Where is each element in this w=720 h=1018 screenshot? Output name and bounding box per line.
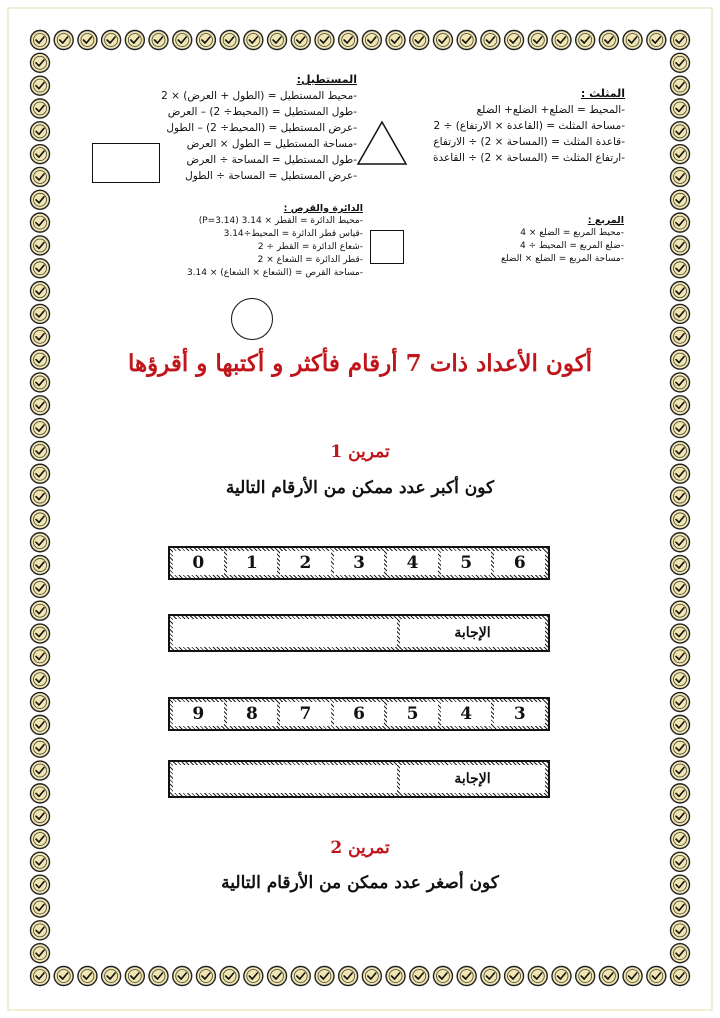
check-circle-icon bbox=[31, 327, 50, 346]
check-circle-icon bbox=[102, 967, 121, 986]
check-circle-icon bbox=[315, 967, 334, 986]
check-circle-icon bbox=[31, 396, 50, 415]
check-circle-icon bbox=[31, 921, 50, 940]
rectangle-line: -عرض المستطيل = المساحة ÷ الطول bbox=[185, 170, 357, 182]
triangle-shape bbox=[356, 120, 408, 166]
check-circle-icon bbox=[671, 921, 690, 940]
exercise-1-instruction: كون أكبر عدد ممكن من الأرقام التالية bbox=[225, 478, 495, 498]
square-line: -ضلع المربع = المحيط ÷ 4 bbox=[519, 241, 624, 251]
digit-cell: 5 bbox=[441, 551, 492, 575]
circle-line: -مساحة القرص = (الشعاع × الشعاع) × 3.14 bbox=[186, 268, 363, 278]
triangle-line: -قاعدة المثلث = (المساحة × 2) ÷ الارتفاع bbox=[433, 136, 625, 148]
check-circle-icon bbox=[671, 236, 690, 255]
check-circle-icon bbox=[31, 533, 50, 552]
check-circle-icon bbox=[552, 31, 571, 50]
check-circle-icon bbox=[671, 647, 690, 666]
check-circle-icon bbox=[31, 647, 50, 666]
check-circle-icon bbox=[599, 967, 618, 986]
answer-box-2 bbox=[168, 760, 550, 798]
check-circle-icon bbox=[31, 190, 50, 209]
check-circle-icon bbox=[671, 122, 690, 141]
check-circle-icon bbox=[268, 31, 287, 50]
square-formulas bbox=[501, 214, 624, 266]
rectangle-shape bbox=[92, 143, 160, 183]
check-circle-icon bbox=[671, 875, 690, 894]
check-circle-icon bbox=[671, 944, 690, 963]
check-circle-icon bbox=[671, 967, 690, 986]
check-circle-icon bbox=[386, 967, 405, 986]
check-circle-icon bbox=[671, 807, 690, 826]
circle-formulas bbox=[187, 202, 363, 280]
check-circle-icon bbox=[173, 31, 192, 50]
check-circle-icon bbox=[31, 259, 50, 278]
check-circle-icon bbox=[671, 31, 690, 50]
digit-cell: 9 bbox=[173, 702, 224, 726]
check-circle-icon bbox=[31, 852, 50, 871]
rectangle-line: -عرض المستطيل = (المحيط÷ 2) – الطول bbox=[166, 122, 357, 134]
check-circle-icon bbox=[457, 967, 476, 986]
rectangle-line: -طول المستطيل = (المحيط÷ 2) – العرض bbox=[167, 106, 357, 118]
check-circle-icon bbox=[433, 31, 452, 50]
check-circle-icon bbox=[671, 693, 690, 712]
check-circle-icon bbox=[31, 76, 50, 95]
check-circle-icon bbox=[31, 441, 50, 460]
check-circle-icon bbox=[671, 396, 690, 415]
check-circle-icon bbox=[339, 967, 358, 986]
check-circle-icon bbox=[671, 53, 690, 72]
circle-line: -قطر الدائرة = الشعاع × 2 bbox=[257, 255, 363, 265]
check-circle-icon bbox=[671, 76, 690, 95]
check-circle-icon bbox=[31, 578, 50, 597]
check-circle-icon bbox=[671, 419, 690, 438]
check-circle-icon bbox=[31, 282, 50, 301]
check-circle-icon bbox=[31, 487, 50, 506]
check-circle-icon bbox=[576, 31, 595, 50]
check-circle-icon bbox=[31, 213, 50, 232]
check-circle-icon bbox=[31, 738, 50, 757]
triangle-line: -مساحة المثلث = (القاعدة × الارتفاع) ÷ 2 bbox=[433, 120, 625, 132]
check-circle-icon bbox=[410, 967, 429, 986]
rectangle-formulas bbox=[161, 72, 357, 184]
check-circle-icon bbox=[102, 31, 121, 50]
digit-cell: 6 bbox=[494, 551, 545, 575]
check-circle-icon bbox=[31, 464, 50, 483]
check-circle-icon bbox=[386, 31, 405, 50]
check-circle-icon bbox=[31, 830, 50, 849]
check-circle-icon bbox=[671, 327, 690, 346]
rectangle-line: -مساحة المستطيل = الطول × العرض bbox=[186, 138, 357, 150]
digit-cell: 0 bbox=[173, 551, 224, 575]
check-circle-icon bbox=[220, 31, 239, 50]
check-circle-icon bbox=[31, 31, 50, 50]
check-circle-icon bbox=[31, 167, 50, 186]
check-circle-icon bbox=[481, 967, 500, 986]
check-circle-icon bbox=[528, 31, 547, 50]
check-circle-icon bbox=[576, 967, 595, 986]
check-circle-icon bbox=[31, 99, 50, 118]
check-circle-icon bbox=[647, 967, 666, 986]
rectangle-line: -طول المستطيل = المساحة ÷ العرض bbox=[186, 154, 357, 166]
check-circle-icon bbox=[671, 852, 690, 871]
check-circle-icon bbox=[671, 350, 690, 369]
triangle-formulas bbox=[433, 86, 625, 166]
check-circle-icon bbox=[528, 967, 547, 986]
check-circle-icon bbox=[671, 145, 690, 164]
check-circle-icon bbox=[362, 967, 381, 986]
check-circle-icon bbox=[647, 31, 666, 50]
check-circle-icon bbox=[31, 236, 50, 255]
check-circle-icon bbox=[671, 670, 690, 689]
check-circle-icon bbox=[125, 31, 144, 50]
check-circle-icon bbox=[31, 510, 50, 529]
check-circle-icon bbox=[31, 784, 50, 803]
check-circle-icon bbox=[671, 601, 690, 620]
exercise-2-instruction: كون أصغر عدد ممكن من الأرقام التالية bbox=[221, 873, 499, 893]
check-circle-icon bbox=[671, 464, 690, 483]
check-circle-icon bbox=[671, 715, 690, 734]
check-circle-icon bbox=[457, 31, 476, 50]
check-circle-icon bbox=[671, 738, 690, 757]
digits-row-1 bbox=[168, 546, 550, 580]
square-line: -مساحة المربع = الضلع × الضلع bbox=[501, 254, 624, 264]
check-circle-icon bbox=[31, 693, 50, 712]
check-circle-icon bbox=[31, 601, 50, 620]
check-circle-icon bbox=[244, 967, 263, 986]
answer-label: الإجابة bbox=[400, 765, 545, 793]
rectangle-line: -محيط المستطيل = (الطول + العرض) × 2 bbox=[161, 90, 357, 102]
check-circle-icon bbox=[31, 761, 50, 780]
check-circle-icon bbox=[149, 967, 168, 986]
check-circle-icon bbox=[31, 624, 50, 643]
check-circle-icon bbox=[671, 304, 690, 323]
check-circle-icon bbox=[196, 967, 215, 986]
check-circle-icon bbox=[78, 31, 97, 50]
check-circle-icon bbox=[671, 167, 690, 186]
check-circle-icon bbox=[671, 282, 690, 301]
circle-line: -قياس قطر الدائرة = المحيط÷3.14 bbox=[223, 229, 363, 239]
check-circle-icon bbox=[31, 875, 50, 894]
answer-blank[interactable] bbox=[173, 765, 397, 793]
check-circle-icon bbox=[31, 967, 50, 986]
lesson-title: أكون الأعداد ذات 7 أرقام فأكثر و أكتبها و أقرؤها bbox=[127, 350, 593, 377]
check-circle-icon bbox=[31, 944, 50, 963]
square-heading: المربع : bbox=[587, 215, 624, 226]
digit-cell: 6 bbox=[334, 702, 385, 726]
check-circle-icon bbox=[31, 122, 50, 141]
check-circle-icon bbox=[31, 715, 50, 734]
check-circle-icon bbox=[552, 967, 571, 986]
check-circle-icon bbox=[481, 31, 500, 50]
answer-blank[interactable] bbox=[173, 619, 397, 647]
check-circle-icon bbox=[433, 967, 452, 986]
check-circle-icon bbox=[31, 304, 50, 323]
check-circle-icon bbox=[362, 31, 381, 50]
check-circle-icon bbox=[291, 967, 310, 986]
digit-cell: 2 bbox=[280, 551, 331, 575]
answer-label: الإجابة bbox=[400, 619, 545, 647]
answer-box-1 bbox=[168, 614, 550, 652]
digit-cell: 4 bbox=[387, 551, 438, 575]
digit-cell: 8 bbox=[227, 702, 278, 726]
check-circle-icon bbox=[671, 259, 690, 278]
check-circle-icon bbox=[671, 784, 690, 803]
check-circle-icon bbox=[623, 31, 642, 50]
check-circle-icon bbox=[31, 670, 50, 689]
check-circle-icon bbox=[671, 624, 690, 643]
triangle-line: -المحيط = الضلع+ الضلع+ الضلع bbox=[476, 104, 625, 116]
square-shape bbox=[370, 230, 404, 264]
check-circle-icon bbox=[671, 213, 690, 232]
check-circle-icon bbox=[54, 967, 73, 986]
digits-row-2 bbox=[168, 697, 550, 731]
circle-shape bbox=[231, 298, 273, 340]
circle-heading: الدائرة والقرص : bbox=[283, 203, 363, 214]
check-circle-icon bbox=[505, 31, 524, 50]
digit-cell: 5 bbox=[387, 702, 438, 726]
check-circle-icon bbox=[505, 967, 524, 986]
check-circle-icon bbox=[671, 190, 690, 209]
check-circle-icon bbox=[31, 419, 50, 438]
digit-cell: 1 bbox=[227, 551, 278, 575]
check-circle-icon bbox=[671, 441, 690, 460]
check-circle-icon bbox=[31, 350, 50, 369]
check-circle-icon bbox=[671, 761, 690, 780]
check-circle-icon bbox=[268, 967, 287, 986]
check-circle-icon bbox=[31, 145, 50, 164]
check-circle-icon bbox=[599, 31, 618, 50]
check-circle-icon bbox=[125, 967, 144, 986]
circle-line: -شعاع الدائرة = القطر ÷ 2 bbox=[257, 242, 363, 252]
check-circle-icon bbox=[196, 31, 215, 50]
check-circle-icon bbox=[31, 373, 50, 392]
check-circle-icon bbox=[31, 898, 50, 917]
check-circle-icon bbox=[78, 967, 97, 986]
check-circle-icon bbox=[220, 967, 239, 986]
circle-line: -محيط الدائرة = القطر × 3.14 (P=3.14) bbox=[198, 216, 363, 226]
check-circle-icon bbox=[410, 31, 429, 50]
check-circle-icon bbox=[671, 578, 690, 597]
check-circle-icon bbox=[339, 31, 358, 50]
check-circle-icon bbox=[671, 99, 690, 118]
exercise-2-title: تمرين 2 bbox=[330, 838, 390, 858]
triangle-heading: المثلث : bbox=[580, 87, 625, 100]
check-circle-icon bbox=[671, 898, 690, 917]
check-circle-icon bbox=[31, 807, 50, 826]
check-circle-icon bbox=[671, 510, 690, 529]
check-circle-icon bbox=[623, 967, 642, 986]
check-circle-icon bbox=[671, 533, 690, 552]
triangle-line: -ارتفاع المثلث = (المساحة × 2) ÷ القاعدة bbox=[432, 152, 625, 164]
check-circle-icon bbox=[173, 967, 192, 986]
check-circle-icon bbox=[671, 373, 690, 392]
digit-cell: 4 bbox=[441, 702, 492, 726]
check-circle-icon bbox=[31, 53, 50, 72]
rectangle-heading: المستطيل: bbox=[296, 73, 357, 86]
square-line: -محيط المربع = الضلع × 4 bbox=[520, 228, 624, 238]
check-circle-icon bbox=[54, 31, 73, 50]
exercise-1-title: تمرين 1 bbox=[330, 442, 390, 462]
digit-cell: 3 bbox=[334, 551, 385, 575]
check-circle-icon bbox=[291, 31, 310, 50]
check-circle-icon bbox=[315, 31, 334, 50]
check-circle-icon bbox=[244, 31, 263, 50]
check-circle-icon bbox=[31, 556, 50, 575]
check-circle-icon bbox=[671, 830, 690, 849]
digit-cell: 3 bbox=[494, 702, 545, 726]
check-circle-icon bbox=[149, 31, 168, 50]
check-circle-icon bbox=[671, 487, 690, 506]
check-circle-icon bbox=[671, 556, 690, 575]
digit-cell: 7 bbox=[280, 702, 331, 726]
